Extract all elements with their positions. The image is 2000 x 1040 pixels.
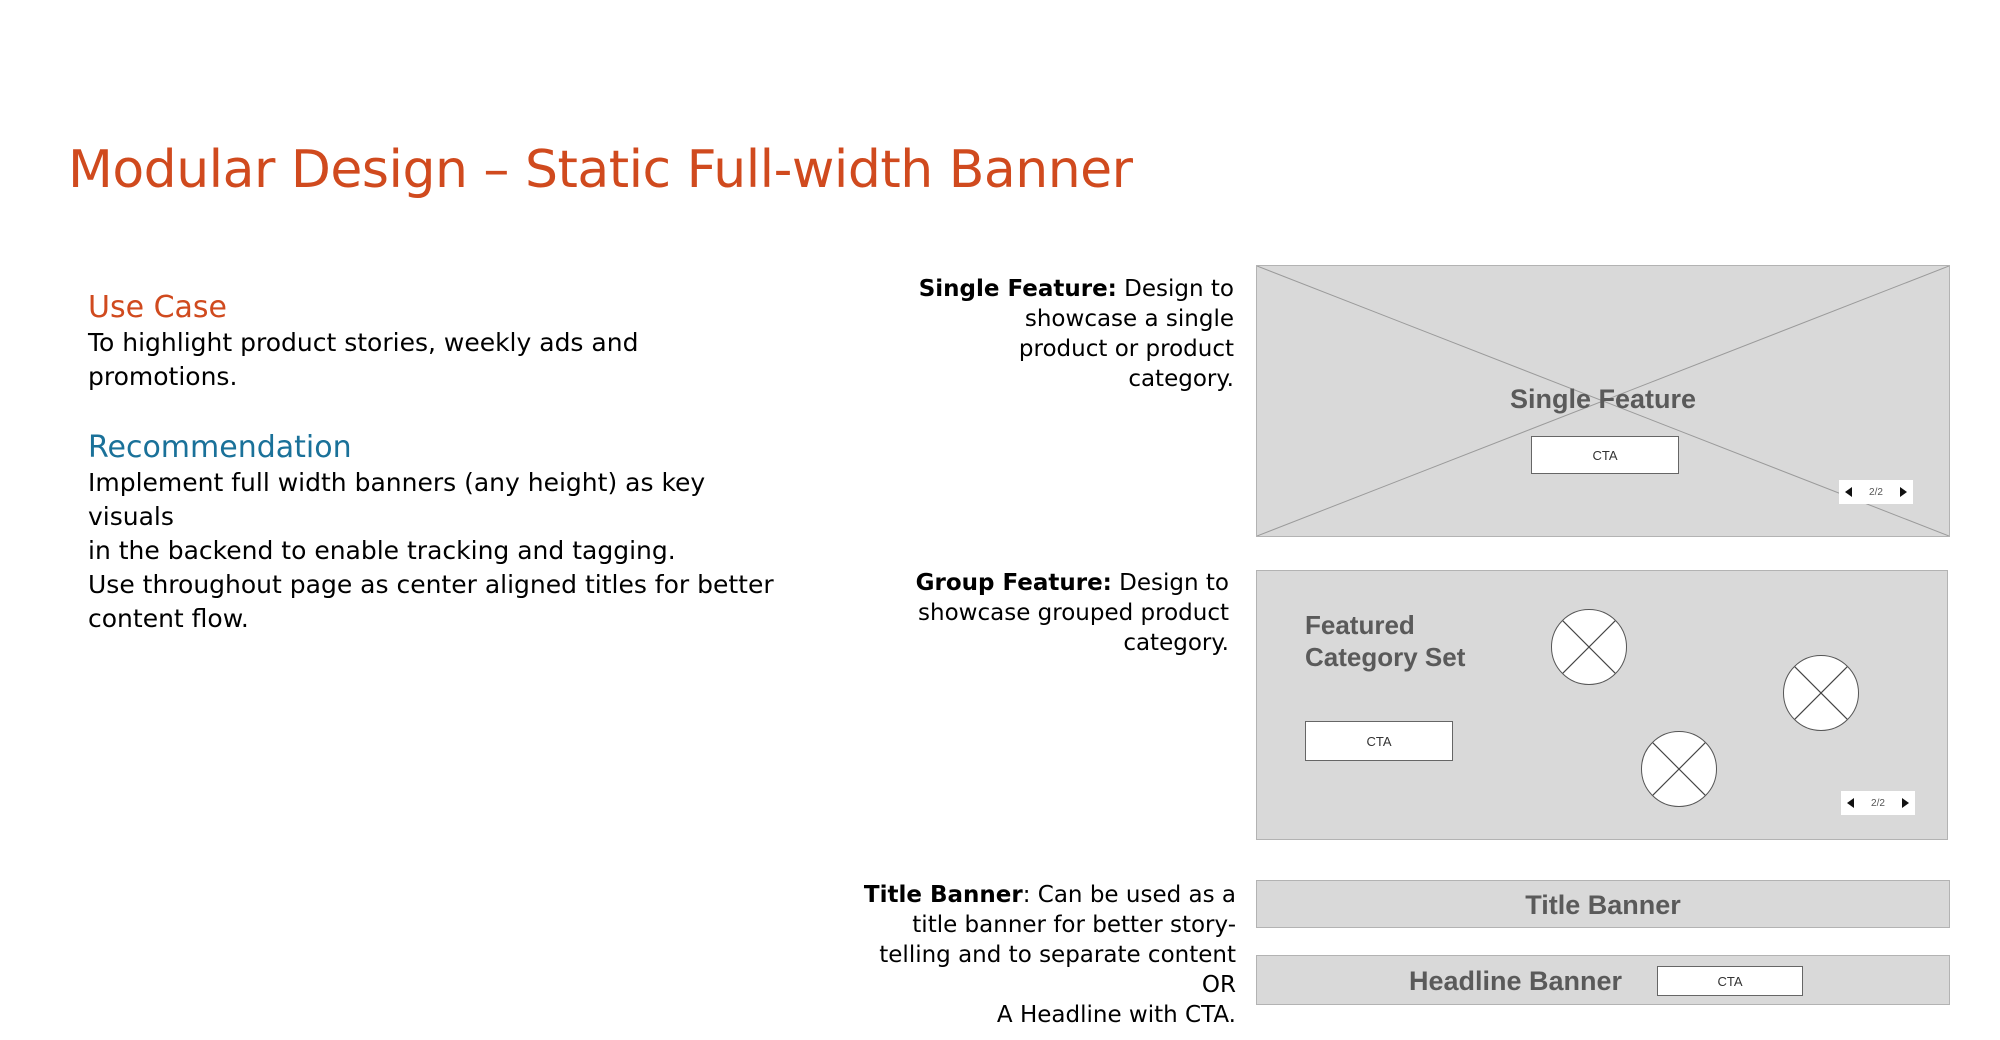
group-feature-pager[interactable] [1841,791,1915,815]
title-banner-desc-bold: Title Banner [863,882,1023,908]
page-title: Modular Design – Static Full-width Banner [68,140,1133,200]
headline-banner-cta-button[interactable]: CTA [1657,966,1803,996]
single-feature-wireframe [1256,265,1950,537]
group-feature-label-line-1: Featured [1305,610,1415,640]
recommendation-line-3: Use throughout page as center aligned titles for better [88,570,774,599]
use-case-heading: Use Case [88,290,227,325]
single-feature-cta-button[interactable]: CTA [1531,436,1679,474]
group-feature-desc-line-2: showcase grouped product [918,600,1229,626]
image-placeholder-icon [1642,732,1716,806]
title-banner-desc-line-5: A Headline with CTA. [996,1002,1236,1028]
pager-count: 2/2 [1869,486,1883,498]
single-feature-desc-line-2: showcase a single [1024,306,1234,332]
use-case-text-line-1: To highlight product stories, weekly ads and [88,328,639,357]
title-banner-desc-line-4: OR [1201,972,1236,998]
single-feature-label: Single Feature [1509,384,1697,414]
group-feature-label-line-2: Category Set [1305,642,1466,672]
title-banner-description [856,880,1236,1030]
prev-arrow-icon[interactable] [1845,487,1852,497]
title-banner-desc-line-1: : Can be used as a [1022,882,1236,908]
title-banner-wireframe [1256,880,1950,928]
recommendation-line-1: Implement full width banners (any height) as key visuals [88,468,706,531]
group-feature-desc-bold: Group Feature: [915,570,1112,596]
pager-count: 2/2 [1871,797,1885,809]
headline-banner-wireframe [1256,955,1950,1005]
use-case-text-line-2: promotions. [88,362,238,391]
next-arrow-icon[interactable] [1900,487,1907,497]
single-feature-desc-line-1: Design to [1116,276,1234,302]
recommendation-line-4: content flow. [88,604,249,633]
product-image-placeholder-3 [1641,731,1717,807]
single-feature-pager[interactable] [1839,480,1913,504]
group-feature-cta-button[interactable]: CTA [1305,721,1453,761]
image-placeholder-icon [1784,656,1858,730]
product-image-placeholder-2 [1783,655,1859,731]
group-feature-desc-line-3: category. [1123,630,1229,656]
single-feature-desc-line-4: category. [1128,366,1234,392]
title-banner-label: Title Banner [1525,890,1681,920]
left-column [88,290,788,636]
image-placeholder-icon [1552,610,1626,684]
group-feature-label [1305,609,1465,673]
recommendation-heading: Recommendation [88,430,352,465]
product-image-placeholder-1 [1551,609,1627,685]
single-feature-description [914,274,1234,394]
group-feature-description [889,568,1229,658]
prev-arrow-icon[interactable] [1847,798,1854,808]
group-feature-desc-line-1: Design to [1111,570,1229,596]
title-banner-desc-line-3: telling and to separate content [879,942,1236,968]
title-banner-desc-line-2: title banner for better story- [912,912,1236,938]
single-feature-desc-line-3: product or product [1018,336,1234,362]
recommendation-line-2: in the backend to enable tracking and tagging. [88,536,676,565]
next-arrow-icon[interactable] [1902,798,1909,808]
single-feature-desc-bold: Single Feature: [918,276,1117,302]
group-feature-wireframe [1256,570,1948,840]
headline-banner-label: Headline Banner [1409,966,1623,996]
